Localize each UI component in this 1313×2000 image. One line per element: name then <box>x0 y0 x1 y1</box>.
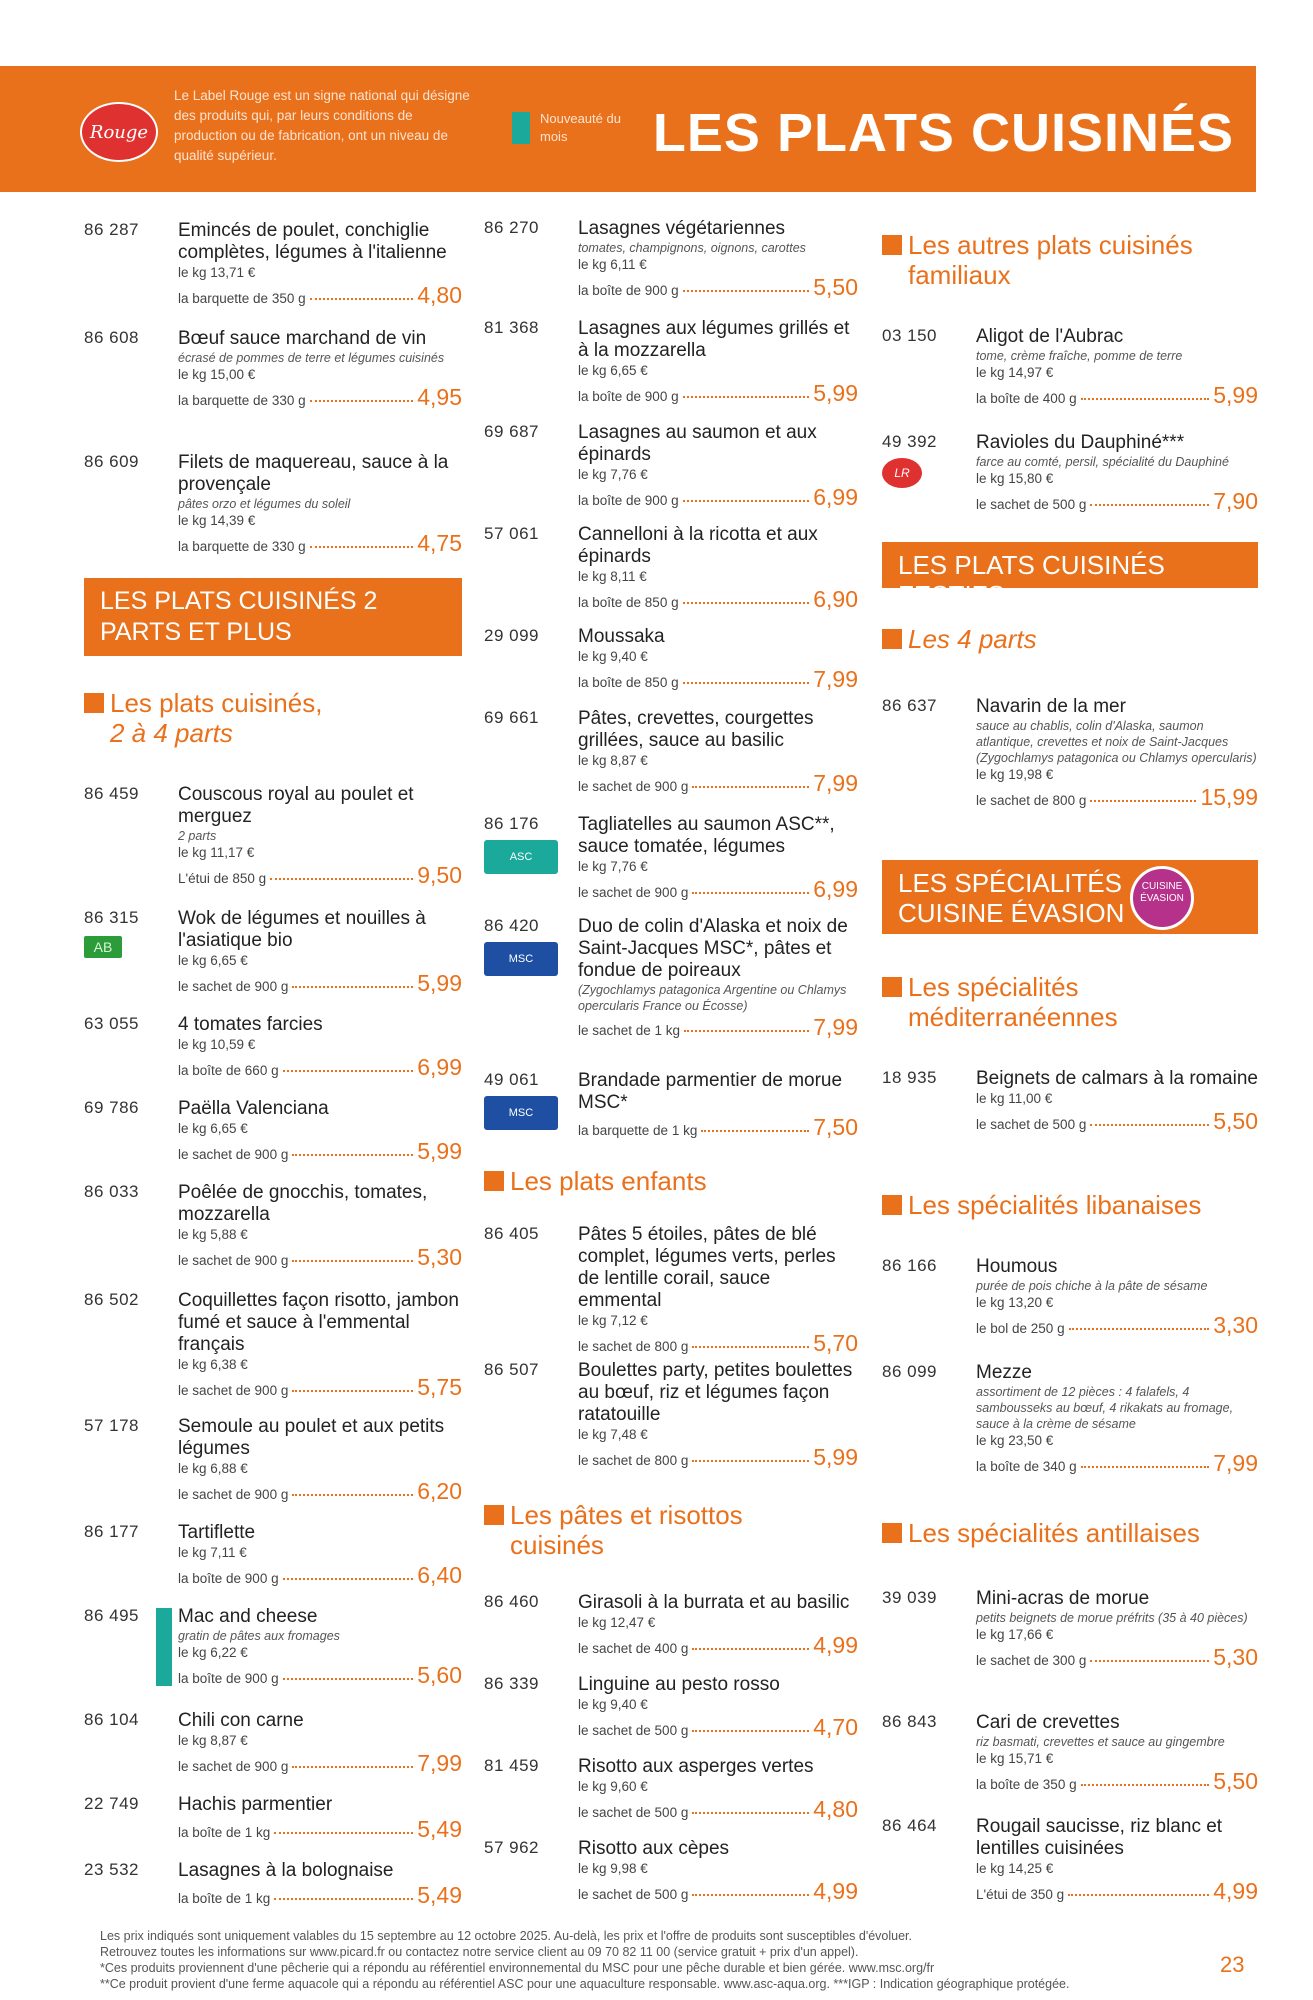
price-per-kg: le kg 10,59 € <box>178 1037 256 1052</box>
pack-size: le sachet de 800 g <box>976 793 1087 808</box>
product-code: 57 962 <box>484 1838 539 1857</box>
product-name: Paëlla Valenciana <box>178 1098 329 1119</box>
product-code: 03 150 <box>882 326 937 345</box>
price-per-kg: le kg 6,38 € <box>178 1357 248 1372</box>
price-per-kg: le kg 8,87 € <box>178 1733 248 1748</box>
price: 5,49 <box>417 1882 462 1908</box>
product-code: 69 687 <box>484 422 539 441</box>
price-per-kg: le kg 14,39 € <box>178 513 256 528</box>
price: 4,70 <box>813 1714 858 1740</box>
product-code: 86 405 <box>484 1224 539 1243</box>
footnote-asc-igp: **Ce produit provient d'une ferme aquacole qui a répondu au référentiel ASC pour une aquaculture responsable. www.asc-aqua.org. ***IGP : Indication géographique protégée. <box>100 1977 1070 1991</box>
product-name: Cannelloni à la ricotta et aux épinards <box>578 524 818 567</box>
pack-size: la boîte de 900 g <box>578 283 679 298</box>
product-name: Lasagnes à la bolognaise <box>178 1860 394 1881</box>
label-rouge-logo-icon <box>80 102 158 162</box>
product-name: Pâtes, crevettes, courgettes grillées, sauce au basilic <box>578 708 814 751</box>
product-code: 86 495 <box>84 1606 139 1625</box>
pack-size: le sachet de 900 g <box>178 1253 289 1268</box>
product-code: 86 339 <box>484 1674 539 1693</box>
price: 7,90 <box>1213 488 1258 514</box>
product-code: 86 315 <box>84 908 139 927</box>
product-code: 86 270 <box>484 218 539 237</box>
product-code: 39 039 <box>882 1588 937 1607</box>
product-name: Mac and cheese <box>178 1606 318 1627</box>
product-code: 22 749 <box>84 1794 139 1813</box>
price-per-kg: le kg 9,60 € <box>578 1779 648 1794</box>
price: 7,50 <box>813 1114 858 1140</box>
pack-size: le sachet de 300 g <box>976 1653 1087 1668</box>
price-per-kg: le kg 6,65 € <box>578 363 648 378</box>
price-per-kg: le kg 7,12 € <box>578 1313 648 1328</box>
product-description: écrasé de pommes de terre et légumes cuisinés <box>178 351 445 365</box>
product-name: Girasoli à la burrata et au basilic <box>578 1592 850 1613</box>
pack-size: le sachet de 800 g <box>578 1453 689 1468</box>
product-name: 4 tomates farcies <box>178 1014 323 1035</box>
product-code: 49 392 <box>882 432 937 451</box>
product-code: 81 368 <box>484 318 539 337</box>
new-legend-swatch <box>512 112 530 144</box>
price-per-kg: le kg 15,71 € <box>976 1751 1054 1766</box>
product-description: tomates, champignons, oignons, carottes <box>578 241 806 255</box>
price: 5,50 <box>813 274 858 300</box>
price: 6,20 <box>417 1478 462 1504</box>
product-code: 86 177 <box>84 1522 139 1541</box>
banner-2-parts: LES PLATS CUISINÉS 2 PARTS ET PLUS <box>84 578 462 656</box>
product-description: gratin de pâtes aux fromages <box>178 1629 340 1643</box>
pack-size: la boîte de 900 g <box>578 493 679 508</box>
price: 5,70 <box>813 1330 858 1356</box>
pack-size: le sachet de 500 g <box>976 1117 1087 1132</box>
price-per-kg: le kg 7,76 € <box>578 859 648 874</box>
price: 5,99 <box>417 1138 462 1164</box>
label-rouge-note: Le Label Rouge est un signe national qui désigne des produits qui, par leurs conditions de production ou de fabrication, ont un niveau de qualité supérieur. <box>174 88 470 163</box>
price: 6,90 <box>813 586 858 612</box>
price: 6,99 <box>417 1054 462 1080</box>
product-code: 86 176 <box>484 814 539 833</box>
pack-size: le sachet de 900 g <box>578 779 689 794</box>
price: 4,99 <box>1213 1878 1258 1904</box>
price-per-kg: le kg 6,88 € <box>178 1461 248 1476</box>
product-code: 86 502 <box>84 1290 139 1309</box>
pack-size: la boîte de 400 g <box>976 391 1077 406</box>
price-per-kg: le kg 14,25 € <box>976 1861 1054 1876</box>
price: 4,80 <box>417 282 462 308</box>
product-name: Rougail saucisse, riz blanc et lentilles cuisinées <box>976 1816 1223 1859</box>
product-description: purée de pois chiche à la pâte de sésame <box>976 1279 1208 1293</box>
section-heading-4-parts: Les 4 parts <box>882 624 1258 654</box>
product-code: 29 099 <box>484 626 539 645</box>
product-code: 18 935 <box>882 1068 937 1087</box>
footnotes <box>100 1960 1210 1992</box>
price: 5,99 <box>1213 382 1258 408</box>
product-name: Emincés de poulet, conchiglie complètes, légumes à l'italienne <box>178 220 447 263</box>
pack-size: le sachet de 900 g <box>178 1383 289 1398</box>
product-code: 86 637 <box>882 696 937 715</box>
product-code: 86 287 <box>84 220 139 239</box>
pack-size: le sachet de 400 g <box>578 1641 689 1656</box>
section-heading-pates: Les pâtes et risottos cuisinés <box>484 1500 858 1560</box>
price: 5,50 <box>1213 1768 1258 1794</box>
pack-size: la boîte de 850 g <box>578 675 679 690</box>
price: 3,30 <box>1213 1312 1258 1338</box>
price: 4,95 <box>417 384 462 410</box>
price-per-kg: le kg 8,11 € <box>578 569 647 584</box>
product-code: 86 460 <box>484 1592 539 1611</box>
pack-size: le sachet de 500 g <box>578 1805 689 1820</box>
price-per-kg: le kg 7,48 € <box>578 1427 648 1442</box>
price-per-kg: le kg 7,76 € <box>578 467 648 482</box>
product-name: Ravioles du Dauphiné*** <box>976 432 1185 453</box>
price: 4,99 <box>813 1878 858 1904</box>
footnote-prices: Les prix indiqués sont uniquement valables du 15 septembre au 12 octobre 2025. Au-delà, les prix et l'offre de produits sont susceptibles d'évoluer. <box>100 1929 912 1943</box>
footnote-contact: Retrouvez toutes les informations sur www.picard.fr ou contactez notre service client au 09 70 82 11 00 (service gratuit + prix d'un appel). <box>100 1945 859 1959</box>
price: 7,99 <box>813 666 858 692</box>
price: 15,99 <box>1200 784 1258 810</box>
pack-size: la boîte de 850 g <box>578 595 679 610</box>
product-name: Filets de maquereau, sauce à la provençale <box>178 452 449 495</box>
product-code: 86 104 <box>84 1710 139 1729</box>
product-name: Wok de légumes et nouilles à l'asiatique bio <box>178 908 426 951</box>
product-code: 81 459 <box>484 1756 539 1775</box>
product-name: Linguine au pesto rosso <box>578 1674 780 1695</box>
product-code: 69 786 <box>84 1098 139 1117</box>
product-name: Mini-acras de morue <box>976 1588 1150 1609</box>
svg-text:Rouge: Rouge <box>89 122 149 143</box>
product-name: Beignets de calmars à la romaine <box>976 1068 1258 1089</box>
price-per-kg: le kg 19,98 € <box>976 767 1054 782</box>
product-code: 86 609 <box>84 452 139 471</box>
price: 5,30 <box>417 1244 462 1270</box>
banner-cuisine-evasion: LES SPÉCIALITÉS CUISINE ÉVASION CUISINE ÉVASION <box>882 860 1258 934</box>
price: 5,75 <box>417 1374 462 1400</box>
product-code: 23 532 <box>84 1860 139 1879</box>
price-per-kg: le kg 5,88 € <box>178 1227 248 1242</box>
product-code: 69 661 <box>484 708 539 727</box>
price: 5,60 <box>417 1662 462 1688</box>
section-heading-antillaises: Les spécialités antillaises <box>882 1518 1258 1548</box>
product-name: Mezze <box>976 1362 1032 1383</box>
price: 6,99 <box>813 876 858 902</box>
label-rouge-icon: LR <box>882 458 922 488</box>
price: 6,99 <box>813 484 858 510</box>
product-code: 86 459 <box>84 784 139 803</box>
section-heading-mediterraneennes: Les spécialités méditerranéennes <box>882 972 1258 1032</box>
page-header <box>0 66 1256 192</box>
product-name: Lasagnes au saumon et aux épinards <box>578 422 817 465</box>
product-name: Couscous royal au poulet et merguez <box>178 784 414 827</box>
price-per-kg: le kg 13,20 € <box>976 1295 1054 1310</box>
product-name: Aligot de l'Aubrac <box>976 326 1124 347</box>
pack-size: le sachet de 900 g <box>578 885 689 900</box>
product-name: Cari de crevettes <box>976 1712 1120 1733</box>
product-name: Coquillettes façon risotto, jambon fumé et sauce à l'emmental français <box>178 1290 459 1355</box>
pack-size: le sachet de 500 g <box>976 497 1087 512</box>
product-code: 86 464 <box>882 1816 937 1835</box>
price-per-kg: le kg 11,00 € <box>976 1091 1053 1106</box>
price-per-kg: le kg 6,22 € <box>178 1645 248 1660</box>
product-code: 86 507 <box>484 1360 539 1379</box>
pack-size: la boîte de 660 g <box>178 1063 279 1078</box>
price-per-kg: le kg 9,40 € <box>578 1697 648 1712</box>
product-code: 63 055 <box>84 1014 139 1033</box>
pack-size: la barquette de 330 g <box>178 393 306 408</box>
product-code: 57 061 <box>484 524 539 543</box>
price-per-kg: le kg 11,17 € <box>178 845 255 860</box>
pack-size: le bol de 250 g <box>976 1321 1065 1336</box>
cuisine-evasion-seal-icon: CUISINE ÉVASION <box>1130 866 1194 930</box>
page-number: 23 <box>1220 1952 1245 1977</box>
product-code: 86 033 <box>84 1182 139 1201</box>
product-name: Duo de colin d'Alaska et noix de Saint-Jacques MSC*, pâtes et fondue de poireaux <box>578 916 848 981</box>
pack-size: le sachet de 1 kg <box>578 1023 681 1038</box>
product-code: 86 420 <box>484 916 539 935</box>
product-name: Pâtes 5 étoiles, pâtes de blé complet, légumes verts, perles de lentille corail, sauce emmental <box>578 1224 836 1311</box>
price-per-kg: le kg 17,66 € <box>976 1627 1054 1642</box>
product-description: pâtes orzo et légumes du soleil <box>178 497 351 511</box>
product-code: 86 608 <box>84 328 139 347</box>
price: 7,99 <box>813 770 858 796</box>
price: 4,99 <box>813 1632 858 1658</box>
product-description: farce au comté, persil, spécialité du Dauphiné <box>976 455 1229 469</box>
price-per-kg: le kg 12,47 € <box>578 1615 656 1630</box>
pack-size: le sachet de 800 g <box>578 1339 689 1354</box>
product-name: Semoule au poulet et aux petits légumes <box>178 1416 445 1459</box>
new-legend-text: Nouveauté du mois <box>540 111 621 144</box>
price: 9,50 <box>417 862 462 888</box>
price-per-kg: le kg 15,00 € <box>178 367 256 382</box>
price: 5,49 <box>417 1816 462 1842</box>
price: 5,50 <box>1213 1108 1258 1134</box>
product-description: riz basmati, crevettes et sauce au gingembre <box>976 1735 1225 1749</box>
product-name: Tagliatelles au saumon ASC**, sauce tomatée, légumes <box>578 814 835 857</box>
pack-size: la barquette de 1 kg <box>578 1123 698 1138</box>
banner-festifs: LES PLATS CUISINÉS FESTIFS <box>882 542 1258 588</box>
pack-size: la boîte de 900 g <box>178 1671 279 1686</box>
product-description: 2 parts <box>178 829 217 843</box>
price-per-kg: le kg 6,11 € <box>578 257 647 272</box>
pack-size: la boîte de 900 g <box>178 1571 279 1586</box>
price-per-kg: le kg 23,50 € <box>976 1433 1054 1448</box>
product-name: Tartiflette <box>178 1522 256 1543</box>
product-name: Navarin de la mer <box>976 696 1126 717</box>
price-per-kg: le kg 15,80 € <box>976 471 1054 486</box>
product-code: 86 166 <box>882 1256 937 1275</box>
pack-size: le sachet de 900 g <box>178 1487 289 1502</box>
product-name: Brandade parmentier de morue MSC* <box>578 1070 843 1113</box>
pack-size: la boîte de 340 g <box>976 1459 1077 1474</box>
product-name: Boulettes party, petites boulettes au bœuf, riz et légumes façon ratatouille <box>578 1360 853 1425</box>
pack-size: la boîte de 1 kg <box>178 1825 271 1840</box>
price-per-kg: le kg 8,87 € <box>578 753 648 768</box>
price-per-kg: le kg 9,40 € <box>578 649 648 664</box>
pack-size: la boîte de 1 kg <box>178 1891 271 1906</box>
price: 5,99 <box>813 1444 858 1470</box>
msc-label-icon: MSC <box>484 1096 558 1130</box>
new-product-marker <box>156 1608 172 1686</box>
product-description: tome, crème fraîche, pomme de terre <box>976 349 1183 363</box>
pack-size: le sachet de 900 g <box>178 1759 289 1774</box>
product-description: sauce au chablis, colin d'Alaska, saumon atlantique, crevettes et noix de Saint-Jacques (Zygochlamys patagonica ou Chlamys opercularis) <box>976 719 1257 765</box>
page-title: LES PLATS CUISINÉS <box>652 103 1234 163</box>
product-name: Moussaka <box>578 626 665 647</box>
price: 5,99 <box>813 380 858 406</box>
pack-size: la barquette de 350 g <box>178 291 306 306</box>
section-heading-autres: Les autres plats cuisinés familiaux <box>882 230 1258 290</box>
asc-label-icon: ASC <box>484 840 558 874</box>
product-description: assortiment de 12 pièces : 4 falafels, 4 sambousseks au bœuf, 4 rikakats au fromage, sauce à la crème de sésame <box>976 1385 1234 1431</box>
pack-size: le sachet de 500 g <box>578 1723 689 1738</box>
product-code: 86 843 <box>882 1712 937 1731</box>
price-per-kg: le kg 6,65 € <box>178 953 248 968</box>
product-code: 49 061 <box>484 1070 539 1089</box>
product-name: Risotto aux asperges vertes <box>578 1756 814 1777</box>
pack-size: la barquette de 330 g <box>178 539 306 554</box>
pack-size: L'étui de 850 g <box>178 871 267 886</box>
price: 7,99 <box>1213 1450 1258 1476</box>
footnotes-upper <box>100 1928 1210 1960</box>
price: 4,75 <box>417 530 462 556</box>
product-description: petits beignets de morue préfrits (35 à 40 pièces) <box>976 1611 1248 1625</box>
product-name: Houmous <box>976 1256 1058 1277</box>
product-name: Chili con carne <box>178 1710 304 1731</box>
price: 7,99 <box>417 1750 462 1776</box>
organic-ab-icon: AB <box>84 936 122 958</box>
section-heading-libanaises: Les spécialités libanaises <box>882 1190 1258 1220</box>
product-code: 86 099 <box>882 1362 937 1381</box>
price-per-kg: le kg 13,71 € <box>178 265 256 280</box>
pack-size: le sachet de 500 g <box>578 1887 689 1902</box>
product-name: Poêlée de gnocchis, tomates, mozzarella <box>178 1182 428 1225</box>
price: 6,40 <box>417 1562 462 1588</box>
product-name: Hachis parmentier <box>178 1794 333 1815</box>
price: 4,80 <box>813 1796 858 1822</box>
price: 7,99 <box>813 1014 858 1040</box>
product-code: 57 178 <box>84 1416 139 1435</box>
footnote-msc: *Ces produits proviennent d'une pêcherie qui a répondu au référentiel environnemental du MSC pour une pêche durable et bien gérée. www.msc.org/fr <box>100 1961 935 1975</box>
product-name: Risotto aux cèpes <box>578 1838 730 1859</box>
price: 5,99 <box>417 970 462 996</box>
msc-label-icon: MSC <box>484 942 558 976</box>
price-per-kg: le kg 7,11 € <box>178 1545 247 1560</box>
pack-size: la boîte de 350 g <box>976 1777 1077 1792</box>
product-name: Bœuf sauce marchand de vin <box>178 328 427 349</box>
section-heading-enfants: Les plats enfants <box>484 1166 858 1196</box>
price-per-kg: le kg 6,65 € <box>178 1121 248 1136</box>
pack-size: le sachet de 900 g <box>178 1147 289 1162</box>
price-per-kg: le kg 14,97 € <box>976 365 1054 380</box>
product-name: Lasagnes végétariennes <box>578 218 786 239</box>
product-description: (Zygochlamys patagonica Argentine ou Chlamys opercularis France ou Écosse) <box>578 983 847 1013</box>
pack-size: le sachet de 900 g <box>178 979 289 994</box>
pack-size: L'étui de 350 g <box>976 1887 1065 1902</box>
price: 5,30 <box>1213 1644 1258 1670</box>
price-per-kg: le kg 9,98 € <box>578 1861 648 1876</box>
product-name: Lasagnes aux légumes grillés et à la mozzarella <box>578 318 850 361</box>
pack-size: la boîte de 900 g <box>578 389 679 404</box>
section-heading-2-4-parts: Les plats cuisinés, 2 à 4 parts <box>84 688 462 748</box>
